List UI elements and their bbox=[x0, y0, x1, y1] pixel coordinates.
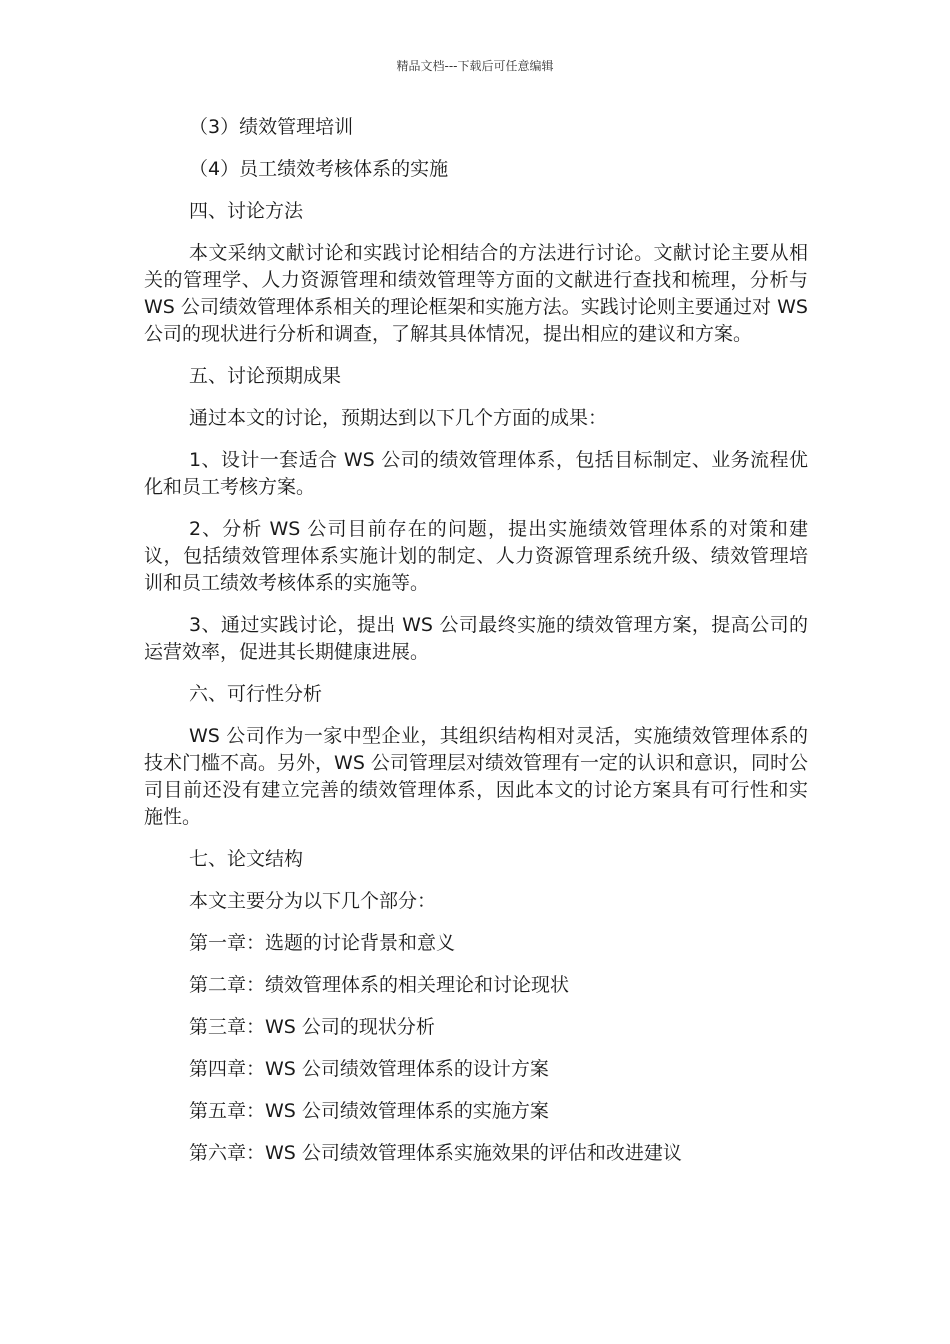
paragraph-feasibility: WS 公司作为一家中型企业，其组织结构相对灵活，实施绩效管理体系的技术门槛不高。另外，WS 公司管理层对绩效管理有一定的认识和意识，同时公司目前还没有建立完善的绩效管理体系，因此本文的讨论方案具有可行性和实施性。 bbox=[144, 725, 808, 828]
chapter-5: 第五章：WS 公司绩效管理体系的实施方案 bbox=[189, 1100, 549, 1122]
list-item-3: （3）绩效管理培训 bbox=[189, 116, 354, 138]
section-heading-expected-results: 五、讨论预期成果 bbox=[189, 365, 342, 387]
document-body bbox=[144, 114, 808, 1182]
expected-result-3: 3、通过实践讨论，提出 WS 公司最终实施的绩效管理方案，提高公司的运营效率，促进其长期健康进展。 bbox=[144, 614, 808, 663]
expected-result-1: 1、设计一套适合 WS 公司的绩效管理体系，包括目标制定、业务流程优化和员工考核方案。 bbox=[144, 449, 808, 498]
list-item-4: （4）员工绩效考核体系的实施 bbox=[189, 158, 449, 180]
paragraph-methods: 本文采纳文献讨论和实践讨论相结合的方法进行讨论。文献讨论主要从相关的管理学、人力资源管理和绩效管理等方面的文献进行查找和梳理，分析与 WS 公司绩效管理体系相关的理论框架和实施方法。实践讨论则主要通过对 WS 公司的现状进行分析和调查，了解其具体情况，提出相应的建议和方案。 bbox=[144, 242, 808, 345]
paragraph-structure-intro: 本文主要分为以下几个部分： bbox=[189, 890, 437, 912]
section-heading-methods: 四、讨论方法 bbox=[189, 200, 304, 222]
page-header: 精品文档---下载后可任意编辑 bbox=[396, 59, 554, 73]
chapter-3: 第三章：WS 公司的现状分析 bbox=[189, 1016, 435, 1038]
section-heading-feasibility: 六、可行性分析 bbox=[189, 683, 323, 705]
section-heading-structure: 七、论文结构 bbox=[189, 848, 304, 870]
chapter-2: 第二章：绩效管理体系的相关理论和讨论现状 bbox=[189, 974, 570, 996]
paragraph-expected-intro: 通过本文的讨论，预期达到以下几个方面的成果： bbox=[189, 407, 608, 429]
chapter-1: 第一章：选题的讨论背景和意义 bbox=[189, 932, 456, 954]
expected-result-2: 2、分析 WS 公司目前存在的问题，提出实施绩效管理体系的对策和建议，包括绩效管理体系实施计划的制定、人力资源管理系统升级、绩效管理培训和员工绩效考核体系的实施等。 bbox=[144, 518, 808, 594]
chapter-6: 第六章：WS 公司绩效管理体系实施效果的评估和改进建议 bbox=[189, 1142, 682, 1164]
chapter-4: 第四章：WS 公司绩效管理体系的设计方案 bbox=[189, 1058, 549, 1080]
